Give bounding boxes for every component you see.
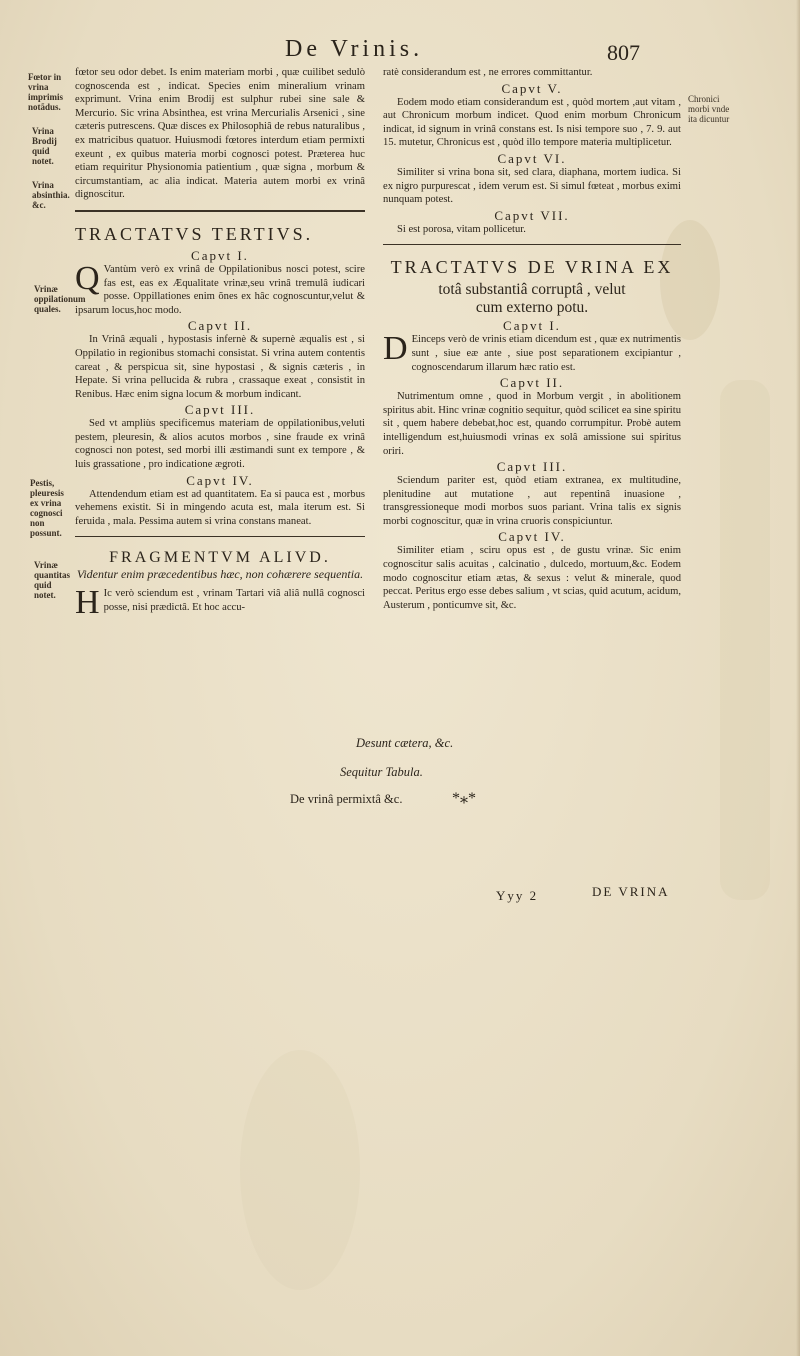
paragraph: fœtor seu odor debet. Is enim materiam morbi , quæ cuilibet sedulò cognoscenda est , indicat. Species enim mineralium vrinam exprimunt. Vrina enim Brodij est sulphur rubei sine sale & Mercurio. Sic vrina Absinthea, est vrina Mercurialis Arsenici , sine cæteris putrescens. Quæ disces ex Philosophiâ de rebus naturalibus , ex matricibus quatuor. Huiusmodi fœtores interdum etiam permixti exeunt , ex quibus materia morbi cognosci potest. Præterea huc etiam requiritur Physionomia patientium , quæ signa , morbum & circumstantiam, ac alia indicat. Materia autem morbi ex vrinâ dignoscitur.	[75, 67, 365, 201]
margin-note: Vrinæ oppilationum quales.	[34, 284, 86, 314]
paragraph: In Vrinâ æquali , hypostasis infernè & supernè æqualis est , si Oppilatio in regionibus stomachi consistat. Si vrina autem contentis careat , & perspicua sit, sine hypostasi , & signis cæteris , in Hepate. Si vrina pellucida & rubra , crassaque exeat , consistit in Renibus. Hæc enim signa locum & morbum indicant.	[75, 334, 365, 400]
asterism-icon: *⁎*	[452, 790, 476, 807]
divider	[75, 210, 365, 212]
chapter-heading: Capvt II.	[187, 318, 253, 334]
end-note: Sequitur Tabula.	[340, 765, 423, 779]
end-note: Desunt cætera, &c.	[356, 736, 454, 750]
chapter-heading: Capvt V.	[501, 80, 563, 96]
section-subtitle: totâ substantiâ corruptâ , velut	[438, 281, 626, 299]
section-title: FRAGMENTVM ALIVD.	[109, 549, 331, 567]
paragraph: Eodem modo etiam considerandum est , quòd mortem ,aut vitam , aut Chronicum morbum indicet. Quod enim morbum Chronicum indicat, id signum in vrinâ constans est. Is nisi tempore suo , 7. 9. aut 15. mutetur, Chronicus est , quòd illo tempore materia multiplicetur.	[383, 96, 681, 149]
section-title: TRACTATVS TERTIVS.	[75, 223, 314, 244]
chapter-heading: Capvt III.	[496, 459, 568, 475]
margin-note: Pestis, pleuresis ex vrina cognosci non possunt.	[30, 478, 64, 538]
margin-note: Fœtor in vrina imprimis notãdus.	[28, 72, 63, 112]
chapter-heading: Capvt VI.	[497, 150, 567, 166]
paper-stain	[240, 1050, 360, 1290]
divider	[75, 536, 365, 537]
page-edge	[796, 0, 800, 1356]
paragraph: ratè considerandum est , ne errores committantur.	[383, 67, 593, 78]
chapter-heading: Capvt III.	[184, 402, 256, 418]
section-subtitle: Videntur enim præcedentibus hæc, non cohærere sequentia.	[76, 567, 364, 582]
chapter-heading: Capvt IV.	[186, 472, 254, 488]
paragraph: Ic verò sciendum est , vrinam Tartari viâ aliâ nullâ cognosci posse, nisi prædictâ. Et hoc accu-	[103, 588, 365, 613]
chapter-heading: Capvt I.	[503, 318, 561, 334]
paragraph: Si est porosa, vitam pollicetur.	[397, 223, 526, 235]
section-title: TRACTATVS DE VRINA EX	[390, 257, 674, 278]
drop-cap: H	[75, 584, 100, 622]
drop-cap: Q	[75, 259, 100, 297]
margin-note: Vrina absinthia. &c.	[32, 180, 70, 210]
paragraph: Similiter si vrina bona sit, sed clara, diaphana, mortem iudica. Si ex nigro purpurescat , idem verum est. Si simul fœteat , morbus eximi nunquam potest.	[383, 166, 681, 206]
drop-cap: D	[383, 330, 408, 368]
paper-stain	[720, 380, 770, 900]
divider	[383, 244, 681, 245]
page-number: 807	[607, 40, 640, 65]
paragraph: Vantùm verò ex vrinâ de Oppilationibus nosci potest, scire fas est, eas ex Æqualitate vrinæ,seu vrinâ tremulâ iudicari posse. Oppillationes enim õnes ex hâc cognoscuntur,velut & ipsarum locus,hoc modo.	[75, 263, 365, 316]
paragraph: Nutrimentum omne , quod in Morbum vergit , in abolitionem spiritus abit. Hinc vrinæ cognitio sequitur, quòd scilicet ea sine spiritu sit , quem habere debebat,hoc est, quando corrumpitur. Probè autem intelligendum est,huiusmodi vrinas ex solâ amissione sui spiritus oriri.	[383, 391, 681, 457]
paragraph: Similiter etiam , sciru opus est , de gustu vrinæ. Sic enim cognoscitur salis acuitas , calcinatio , dulcedo, mortuum,&c. Eodem modo cognoscitur etiam ætas, & sexus : velut & minerale, quod peccat. Peritus ergo esse debes salium , vt scias, quid acutum, acidum, Austerum , ponticumve sit, &c.	[383, 545, 681, 611]
margin-note: Vrina Brodij quid notet.	[32, 126, 57, 166]
paragraph: Attendendum etiam est ad quantitatem. Ea si pauca est , morbus vehemens existit. Si in mingendo acuta est, mala iterum est. Si feruida , mala. Pessima autem si vrina constans maneat.	[75, 488, 365, 527]
end-note: De vrinâ permixtâ &c.	[290, 792, 403, 806]
chapter-heading: Capvt II.	[499, 375, 565, 391]
paragraph: Einceps verò de vrinis etiam dicendum est , quæ ex nutrimentis sunt , siue eæ ante , siue post separationem excipiantur , cognoscendarum illarum hæc ratio est.	[411, 334, 681, 373]
paragraph: Sciendum pariter est, quòd etiam extranea, ex multitudine, plenitudine aut mutatione , aut repentinâ inuasione , transgressioneque modi morbos suos pariant. Vrina talis ex signis morbi cognoscitur, quæ in vrina cruoris conspiciuntur.	[383, 475, 681, 527]
chapter-heading: Capvt VII.	[494, 207, 570, 223]
chapter-heading: Capvt IV.	[498, 529, 566, 545]
paragraph: Sed vt ampliùs specificemus materiam de oppilationibus,veluti pestem, pleuresin, & alios acutos morbos , sine fraude ex vrinâ cognosci non potest, sed morbi illi æstimandi sunt ex tempore , & luis grassatione , pro indicatione ægroti.	[75, 418, 365, 471]
margin-note: Vrinæ quantitas quid notet.	[34, 560, 71, 600]
signature-mark: Yyy 2	[496, 888, 539, 903]
running-title: De Vrinis.	[285, 36, 424, 62]
right-column	[383, 66, 681, 612]
left-column	[75, 66, 365, 622]
section-subtitle: cum externo potu.	[475, 299, 589, 317]
margin-note: Chronici morbi vnde ita dicuntur	[688, 94, 730, 124]
chapter-heading: Capvt I.	[191, 247, 249, 263]
catchword: DE VRINA	[592, 884, 670, 899]
